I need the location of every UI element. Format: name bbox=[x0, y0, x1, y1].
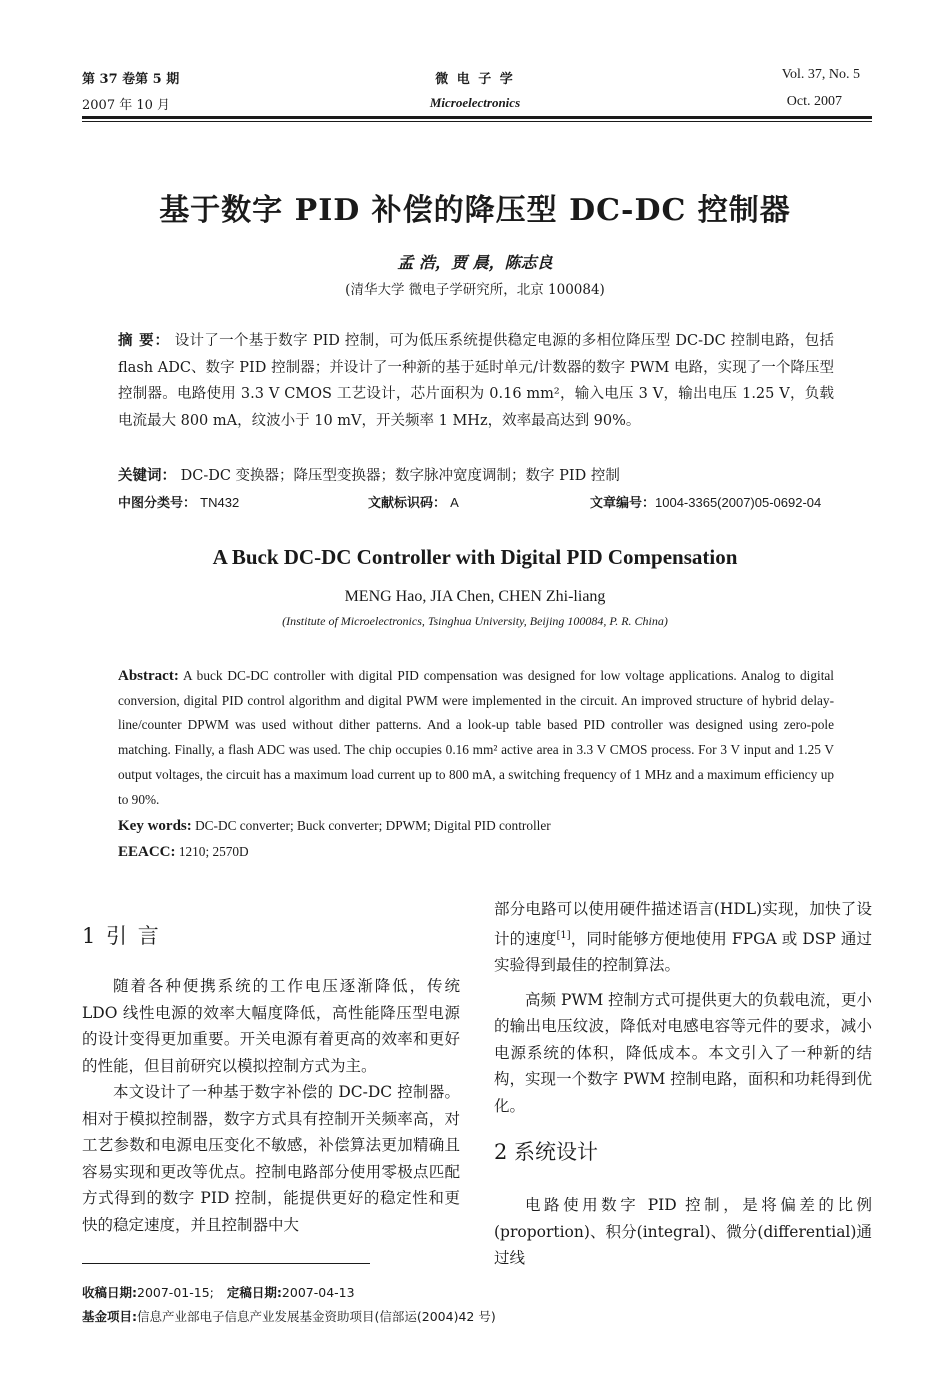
received-date: 2007-01-15; bbox=[137, 1285, 214, 1300]
article-number-label: 文章编号： bbox=[590, 496, 656, 511]
fund-text: 信息产业部电子信息产业发展基金资助项目(信部运(2004)42 号) bbox=[137, 1309, 496, 1324]
abstract-cn-text: 设计了一个基于数字 PID 控制，可为低压系统提供稳定电源的多相位降压型 DC-DC 控制电路，包括 flash ADC、数字 PID 控制器；并设计了一种新的基于延时单元/计数器的数字 PWM 电路，实现了一个降压型控制器。电路使用 3.3 V CMOS 工艺设计，芯片面积为 0.16 mm²，输入电压 3 V，输出电压 1.25 V，负载电流最大 800 mA，纹波小于 10 mV，开关频率 1 MHz，效率最高达到 90%。 bbox=[118, 333, 834, 429]
header-rule-thin bbox=[82, 121, 872, 122]
abstract-en bbox=[118, 664, 834, 812]
intro-paragraph-3 bbox=[494, 896, 872, 979]
article-number bbox=[590, 492, 821, 511]
paper-title-cn: 基于数字 PID 补偿的降压型 DC-DC 控制器 bbox=[159, 193, 791, 228]
eeacc bbox=[118, 840, 834, 865]
intro-paragraph-3-text: 部分电路可以使用硬件描述语言(HDL)实现，加快了设计的速度 bbox=[494, 900, 872, 948]
keywords-en bbox=[118, 814, 834, 839]
citation-ref: [1] bbox=[556, 929, 571, 941]
document-code-value: A bbox=[450, 495, 459, 510]
keywords-cn-label: 关键词： bbox=[118, 467, 176, 484]
intro-paragraph-2: 本文设计了一种基于数字补偿的 DC-DC 控制器。相对于模拟控制器，数字方式具有控制开关频率高，对工艺参数和电源电压变化不敏感，补偿算法更加精确且容易实现和更改等优点。控制电路部分使用零极点匹配方式得到的数字 PID 控制，能提供更好的稳定性和更快的稳定速度，并且控制器中大 bbox=[82, 1083, 460, 1234]
authors-cn: 孟 浩，贾 晨，陈志良 bbox=[397, 253, 553, 272]
document-code-label: 文献标识码： bbox=[368, 496, 447, 511]
intro-paragraph-4: 高频 PWM 控制方式可提供更大的负载电流，更小的输出电压纹波，降低对电感电容等元件的要求，减小电源系统的体积，降低成本。本文引入了一种新的结构，实现一个数字 PWM 控制电路，面积和功耗得到优化。 bbox=[494, 990, 872, 1115]
eeacc-label: EEACC: bbox=[118, 844, 176, 860]
received-label: 收稿日期: bbox=[82, 1285, 137, 1300]
revised-date: 2007-04-13 bbox=[281, 1285, 355, 1300]
journal-name-cn: 微 电 子 学 bbox=[435, 72, 515, 87]
footnote-rule bbox=[82, 1263, 370, 1264]
abstract-en-text: A buck DC-DC controller with digital PID compensation was designed for low voltage applications. Analog to digital conversion, digital PID control algorithm and digital PWM were implemented in the circuit. An improved structure of hybrid delay-line/counter DPWM was used without dither patterns. And a look-up table based PID controller was designed using zero-pole matching. Finally, a flash ADC was used. The chip occupies 0.16 mm² active area in 3.3 V CMOS process. For 3 V input and 1.25 V output voltages, the circuit has a maximum load current up to 800 mA, a switching frequency of 1 MHz and a maximum efficiency up to 90%. bbox=[118, 668, 834, 807]
keywords-en-label: Key words: bbox=[118, 818, 192, 834]
article-number-value: 1004-3365(2007)05-0692-04 bbox=[655, 495, 822, 510]
abstract-en-label: Abstract: bbox=[118, 668, 179, 684]
revised-label: 定稿日期: bbox=[226, 1285, 282, 1300]
header-rule bbox=[82, 116, 872, 119]
fund-footnote bbox=[82, 1307, 496, 1325]
keywords-cn-text: DC-DC 变换器；降压型变换器；数字脉冲宽度调制；数字 PID 控制 bbox=[180, 468, 620, 484]
system-design-text bbox=[494, 1192, 872, 1272]
authors-en: MENG Hao, JIA Chen, CHEN Zhi-liang bbox=[344, 588, 606, 605]
fund-label: 基金项目: bbox=[82, 1309, 137, 1324]
date-en: Oct. 2007 bbox=[786, 94, 842, 109]
eeacc-value: 1210; 2570D bbox=[178, 844, 249, 859]
clc-number bbox=[118, 492, 239, 511]
journal-name-en: Microelectronics bbox=[429, 95, 521, 110]
section-1-heading: 1 引 言 bbox=[82, 924, 161, 948]
intro-paragraph-1: 随着各种便携系统的工作电压逐渐降低，传统 LDO 线性电源的效率大幅度降低，高性能降压型电源的设计变得更加重要。开关电源有着更高的效率和更好的性能，但目前研究以模拟控制方式为主。 bbox=[82, 977, 460, 1075]
keywords-cn bbox=[118, 463, 834, 490]
date-cn: 2007 年 10 月 bbox=[82, 98, 171, 113]
keywords-en-text: DC-DC converter; Buck converter; DPWM; Digital PID controller bbox=[195, 818, 551, 833]
abstract-cn-label: 摘 要： bbox=[118, 332, 170, 349]
intro-paragraph-3-text-end: ，同时能够方便地使用 FPGA 或 DSP 通过实验得到最佳的控制算法。 bbox=[494, 929, 872, 975]
affiliation-cn: (清华大学 微电子学研究所，北京 100084) bbox=[345, 282, 605, 298]
abstract-cn bbox=[118, 328, 834, 434]
right-column bbox=[494, 896, 872, 1119]
paper-title-en: A Buck DC-DC Controller with Digital PID Compensation bbox=[212, 545, 738, 569]
system-design-paragraph-1: 电路使用数字 PID 控制，是将偏差的比例(proportion)、积分(integral)、微分(differential)通过线 bbox=[494, 1196, 872, 1267]
issue-info-cn: 第 37 卷第 5 期 bbox=[82, 72, 180, 87]
dates-footnote bbox=[82, 1283, 355, 1301]
volume-info-en: Vol. 37, No. 5 bbox=[781, 67, 860, 82]
clc-value: TN432 bbox=[200, 495, 240, 510]
affiliation-en: (Institute of Microelectronics, Tsinghua University, Beijing 100084, P. R. China) bbox=[282, 614, 668, 628]
clc-label: 中图分类号： bbox=[118, 496, 197, 511]
left-column bbox=[82, 973, 460, 1238]
document-code bbox=[368, 492, 459, 511]
section-2-heading: 2 系统设计 bbox=[494, 1140, 599, 1164]
